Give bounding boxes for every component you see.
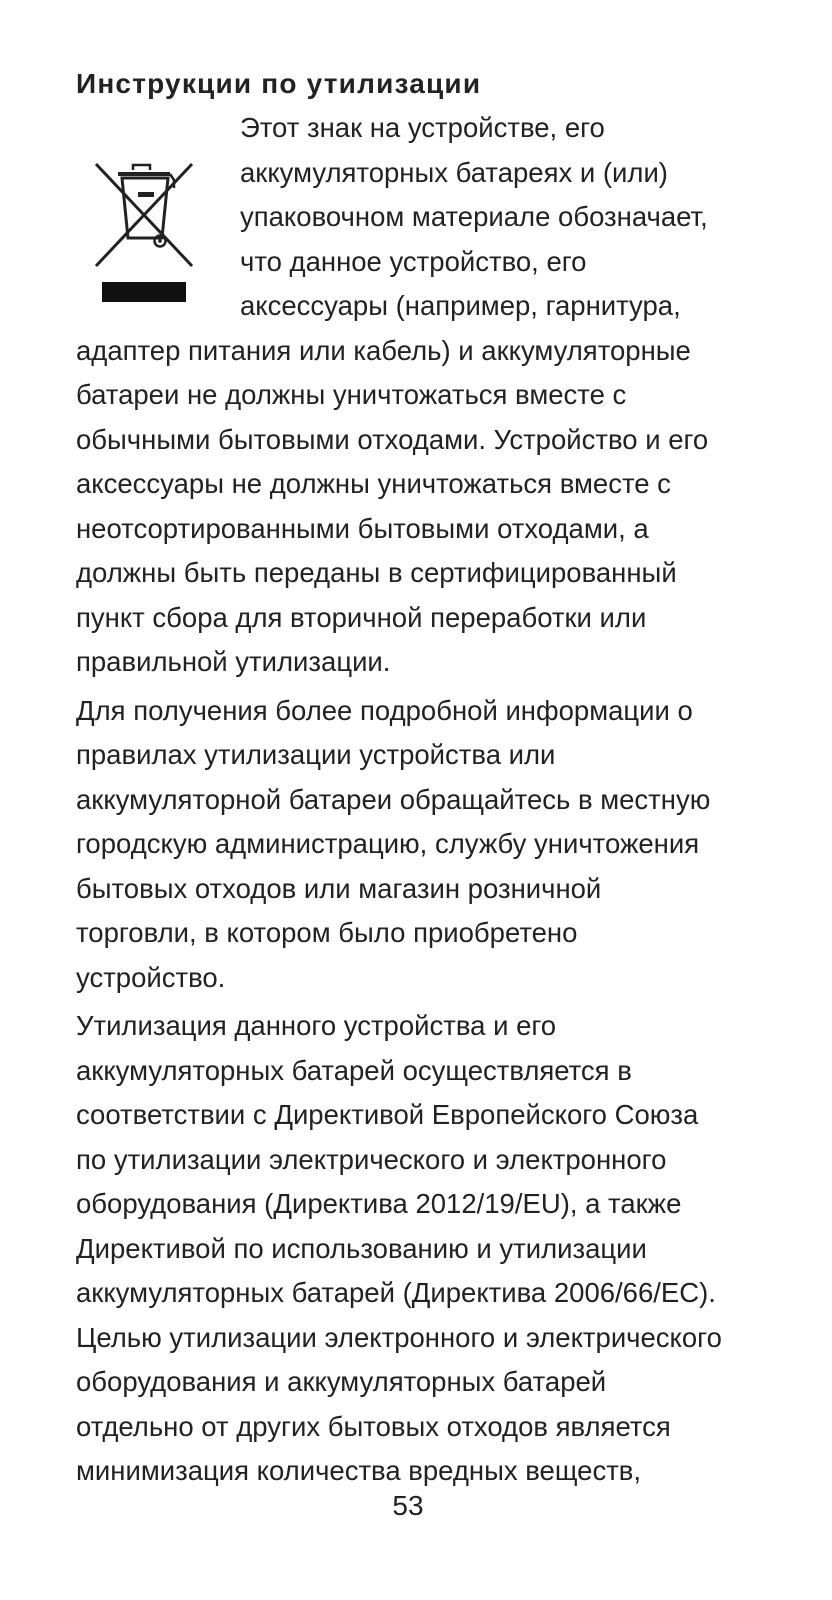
text-line: обычными бытовыми отходами. Устройство и его: [76, 423, 709, 455]
text-line: правилах утилизации устройства или: [76, 739, 556, 770]
paragraph-2: [76, 689, 766, 1001]
text-line: неотсортированными бытовыми отходами, а: [76, 512, 649, 544]
document-page: [76, 62, 766, 1494]
crossed-out-wheelie-bin-icon: [92, 154, 198, 304]
text-line: Для получения более подробной информации о: [76, 694, 693, 726]
text-line: минимизация количества вредных веществ,: [76, 1455, 642, 1486]
text-line: батареи не должны уничтожаться вместе с: [76, 379, 627, 410]
text-line: Целью утилизации электронного и электрического: [76, 1321, 722, 1353]
text-line: аккумуляторной батареи обращайтесь в местную: [76, 783, 711, 815]
text-line: Директивой по использованию и утилизации: [76, 1232, 647, 1264]
text-line: упаковочном материале обозначает,: [240, 201, 708, 232]
page-number: 53: [392, 1490, 424, 1521]
text-line: аксессуары (например, гарнитура,: [240, 290, 681, 321]
text-line: аккумуляторных батарей осуществляется в: [76, 1054, 632, 1086]
text-line: адаптер питания или кабель) и аккумуляторные: [76, 334, 691, 366]
text-line: аккумуляторных батареях и (или): [240, 156, 668, 188]
section-title: Инструкции по утилизации: [76, 68, 482, 99]
text-line: бытовых отходов или магазин розничной: [76, 872, 602, 904]
text-line: оборудования (Директива 2012/19/EU), а также: [76, 1188, 682, 1219]
text-line: отдельно от других бытовых отходов является: [76, 1410, 671, 1442]
text-line: пункт сбора для вторичной переработки или: [76, 601, 647, 633]
text-line: по утилизации электрического и электронного: [76, 1143, 667, 1175]
text-line: городскую администрацию, службу уничтожения: [76, 828, 700, 859]
text-line: торговли, в котором было приобретено: [76, 917, 578, 948]
text-line: Утилизация данного устройства и его: [76, 1010, 557, 1041]
text-line: правильной утилизации.: [76, 646, 391, 677]
text-line: должны быть переданы в сертифицированный: [76, 557, 677, 588]
text-line: что данное устройство, его: [240, 245, 587, 277]
paragraph-3: [76, 1004, 766, 1494]
text-line: устройство.: [76, 961, 226, 993]
text-line: соответствии с Директивой Европейского Союза: [76, 1099, 699, 1130]
text-line: аккумуляторных батарей (Директива 2006/66/EC).: [76, 1277, 716, 1308]
text-line: оборудования и аккумуляторных батарей: [76, 1366, 607, 1397]
text-line: аксессуары не должны уничтожаться вместе с: [76, 468, 671, 499]
text-line: Этот знак на устройстве, его: [240, 112, 605, 143]
